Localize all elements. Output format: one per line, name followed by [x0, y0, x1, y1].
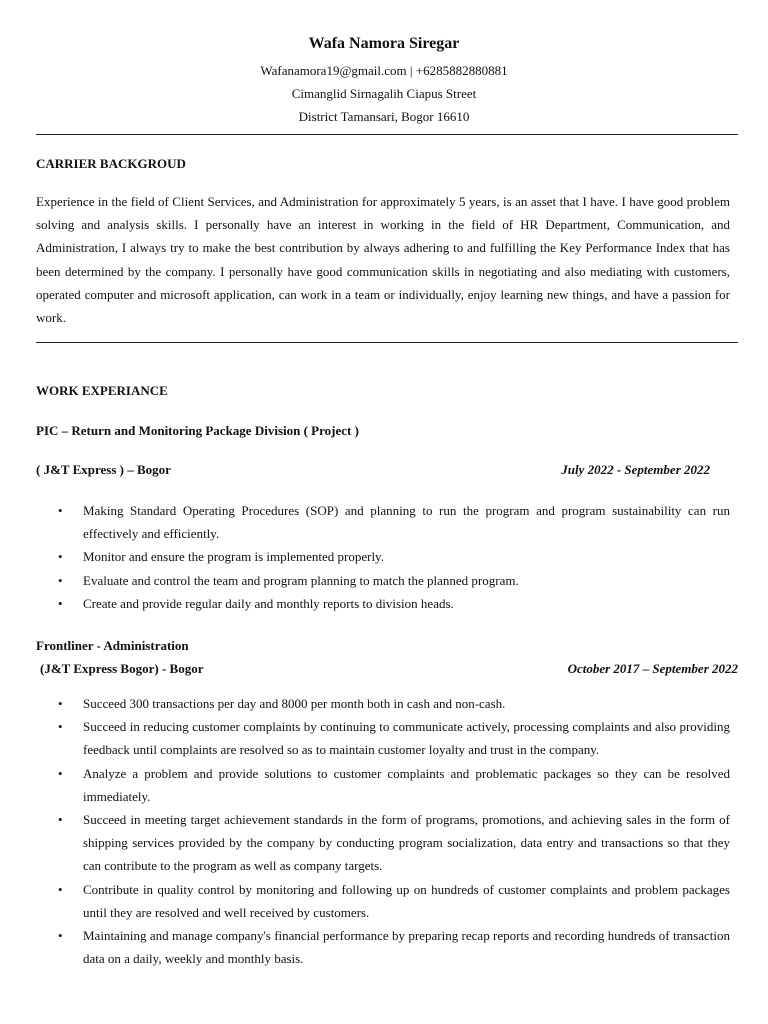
job-dates: October 2017 – September 2022 [567, 661, 738, 676]
bullet-icon: • [58, 595, 63, 611]
bullet-icon: • [58, 549, 63, 565]
header-divider [36, 134, 738, 135]
address-line-1: Cimanglid Sirnagalih Ciapus Street [291, 86, 477, 101]
job-company: ( J&T Express ) – Bogor [36, 462, 171, 477]
list-item-text: Create and provide regular daily and monthly reports to division heads. [83, 595, 454, 611]
job-title: PIC – Return and Monitoring Package Division ( Project ) [36, 423, 359, 438]
bullet-icon: • [58, 765, 63, 781]
list-item-text: Succeed in reducing customer complaints by continuing to communicate actively, processing complaints and also providing feedback until complaints are resolved so as to maintain customer loyalty and trust in the company. [83, 719, 730, 758]
list-item-text: Evaluate and control the team and program planning to match the planned program. [83, 572, 519, 588]
list-item [36, 499, 730, 545]
address-line-2: District Tamansari, Bogor 16610 [298, 109, 470, 124]
summary-heading: CARRIER BACKGROUD [36, 156, 186, 171]
list-item [36, 808, 730, 878]
summary-paragraph: Experience in the field of Client Services, and Administration for approximately 5 years, is an asset that I have. I have good problem solving and analysis skills. I personally have an interest in working in the field of HR Department, Communication, and Administration, I always try to make the best contribution by always adhering to and fulfilling the Key Performance Index that has been determined by the company. I personally have good communication skills in negotiating and also mediating with customers, operated computer and microsoft application, can work in a team or individually, enjoy learning new things, and have a passion for work. [36, 194, 730, 326]
job-duties-list [36, 499, 730, 615]
contact-line: Wafanamora19@gmail.com | +6285882880881 [260, 63, 508, 78]
list-item [36, 878, 730, 924]
list-item-text: Analyze a problem and provide solutions to customer complaints and problematic packages so they can be resolved immediately. [83, 765, 730, 804]
bullet-icon: • [58, 696, 63, 711]
list-item-text: Succeed 300 transactions per day and 8000 per month both in cash and non-cash. [83, 696, 506, 711]
job-title: Frontliner - Administration [36, 638, 189, 653]
list-item [36, 924, 730, 970]
list-item-text: Making Standard Operating Procedures (SOP) and planning to run the program and program sustainability can run effectively and efficiently. [83, 503, 730, 542]
job-duties-list [36, 692, 730, 970]
list-item [36, 762, 730, 808]
list-item [36, 545, 730, 568]
summary-divider [36, 342, 738, 343]
list-item-text: Succeed in meeting target achievement standards in the form of programs, promotions, and achieving sales in the form of shipping services provided by the company by conducting program socialization, data entry and transactions so that they can contribute to the program as well as company targets. [83, 812, 730, 874]
list-item-text: Contribute in quality control by monitoring and following up on hundreds of customer complaints and problem packages until they are resolved and well received by customers. [83, 881, 730, 920]
bullet-icon: • [58, 812, 63, 828]
list-item-text: Monitor and ensure the program is implemented properly. [83, 549, 384, 565]
bullet-icon: • [58, 719, 63, 735]
list-item-text: Maintaining and manage company's financial performance by preparing recap reports and recording hundreds of transaction data on a daily, weekly and monthly basis. [83, 928, 730, 967]
job-dates: July 2022 - September 2022 [561, 462, 710, 477]
list-item [36, 692, 730, 715]
candidate-name: Wafa Namora Siregar [308, 35, 460, 52]
job-company: (J&T Express Bogor) - Bogor [40, 661, 204, 676]
bullet-icon: • [58, 572, 63, 588]
bullet-icon: • [58, 503, 63, 518]
list-item [36, 569, 730, 592]
bullet-icon: • [58, 881, 63, 897]
list-item [36, 592, 730, 615]
experience-heading: WORK EXPERIANCE [36, 383, 168, 398]
bullet-icon: • [58, 928, 63, 944]
list-item [36, 715, 730, 761]
